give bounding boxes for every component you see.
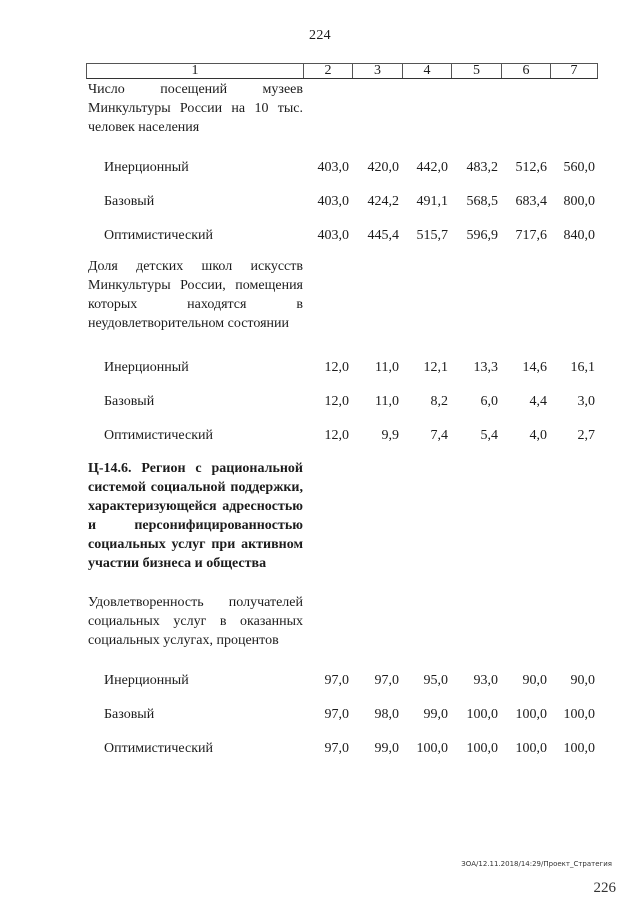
row-label: Базовый (104, 707, 155, 722)
cell-value: 90,0 (570, 673, 595, 688)
cell-value: 445,4 (367, 228, 399, 243)
row-label: Базовый (104, 394, 155, 409)
cell-value: 3,0 (577, 394, 595, 409)
footer-stamp: ЗОА/12.11.2018/14:29/Проект_Стратегия (461, 860, 612, 868)
header-cell: 3 (352, 64, 402, 78)
cell-value: 16,1 (570, 360, 595, 375)
header-cell: 6 (501, 64, 550, 78)
cell-value: 98,0 (374, 707, 399, 722)
cell-value: 840,0 (563, 228, 595, 243)
cell-value: 4,4 (529, 394, 547, 409)
cell-value: 560,0 (563, 160, 595, 175)
page-number-bottom: 226 (593, 880, 616, 896)
section-title: Удовлетворенность получателей социальных услуг в оказанных социальных услугах, процентов (88, 595, 303, 648)
cell-value: 100,0 (466, 707, 498, 722)
cell-value: 420,0 (367, 160, 399, 175)
cell-value: 95,0 (423, 673, 448, 688)
cell-value: 100,0 (466, 741, 498, 756)
cell-value: 99,0 (423, 707, 448, 722)
page-number-top: 224 (309, 28, 331, 43)
table-row (88, 732, 600, 766)
cell-value: 7,4 (430, 428, 448, 443)
cell-value: 403,0 (317, 194, 349, 209)
cell-value: 12,1 (423, 360, 448, 375)
cell-value: 424,2 (367, 194, 399, 209)
cell-value: 97,0 (324, 707, 349, 722)
table-row (88, 385, 600, 419)
cell-value: 403,0 (317, 160, 349, 175)
table-row (88, 664, 600, 698)
cell-value: 568,5 (466, 194, 498, 209)
cell-value: 100,0 (515, 741, 547, 756)
table-row (88, 351, 600, 385)
section-title: Ц-14.6. Регион с рациональной системой социальной поддержки, характеризующейся адресностью и персонифицированностью социальных услуг при активном участии бизнеса и общества (88, 461, 303, 571)
cell-value: 90,0 (522, 673, 547, 688)
row-label: Инерционный (104, 360, 189, 375)
section-title: Число посещений музеев Минкультуры России на 10 тыс. человек населения (88, 82, 303, 135)
cell-value: 99,0 (374, 741, 399, 756)
cell-value: 13,3 (473, 360, 498, 375)
cell-value: 683,4 (515, 194, 547, 209)
cell-value: 97,0 (324, 741, 349, 756)
cell-value: 8,2 (430, 394, 448, 409)
cell-value: 100,0 (563, 741, 595, 756)
header-cell: 1 (191, 63, 199, 78)
row-label: Оптимистический (104, 741, 213, 756)
table-row (88, 185, 600, 219)
header-cell: 7 (550, 64, 597, 78)
table-row (88, 219, 600, 253)
cell-value: 491,1 (416, 194, 448, 209)
row-label: Базовый (104, 194, 155, 209)
row-label: Инерционный (104, 673, 189, 688)
cell-value: 596,9 (466, 228, 498, 243)
cell-value: 5,4 (480, 428, 498, 443)
cell-value: 6,0 (480, 394, 498, 409)
row-label: Инерционный (104, 160, 189, 175)
cell-value: 14,6 (522, 360, 547, 375)
cell-value: 12,0 (324, 428, 349, 443)
cell-value: 100,0 (515, 707, 547, 722)
cell-value: 11,0 (375, 394, 399, 409)
cell-value: 515,7 (416, 228, 448, 243)
cell-value: 97,0 (324, 673, 349, 688)
cell-value: 97,0 (374, 673, 399, 688)
cell-value: 717,6 (515, 228, 547, 243)
cell-value: 11,0 (375, 360, 399, 375)
cell-value: 12,0 (324, 394, 349, 409)
table-header (86, 63, 598, 79)
cell-value: 9,9 (381, 428, 399, 443)
row-label: Оптимистический (104, 428, 213, 443)
cell-value: 442,0 (416, 160, 448, 175)
cell-value: 4,0 (529, 428, 547, 443)
cell-value: 403,0 (317, 228, 349, 243)
cell-value: 512,6 (515, 160, 547, 175)
header-cell: 4 (402, 64, 451, 78)
cell-value: 483,2 (466, 160, 498, 175)
cell-value: 100,0 (416, 741, 448, 756)
table-body (88, 80, 600, 766)
cell-value: 12,0 (324, 360, 349, 375)
header-cell: 5 (451, 64, 501, 78)
row-label: Оптимистический (104, 228, 213, 243)
section-title: Доля детских школ искусств Минкультуры России, помещения которых находятся в неудовлетворительном состоянии (88, 259, 303, 331)
table-row (88, 419, 600, 453)
table-row (88, 698, 600, 732)
table-row (88, 151, 600, 185)
cell-value: 93,0 (473, 673, 498, 688)
header-cell: 2 (303, 64, 352, 78)
cell-value: 100,0 (563, 707, 595, 722)
cell-value: 800,0 (563, 194, 595, 209)
cell-value: 2,7 (577, 428, 595, 443)
